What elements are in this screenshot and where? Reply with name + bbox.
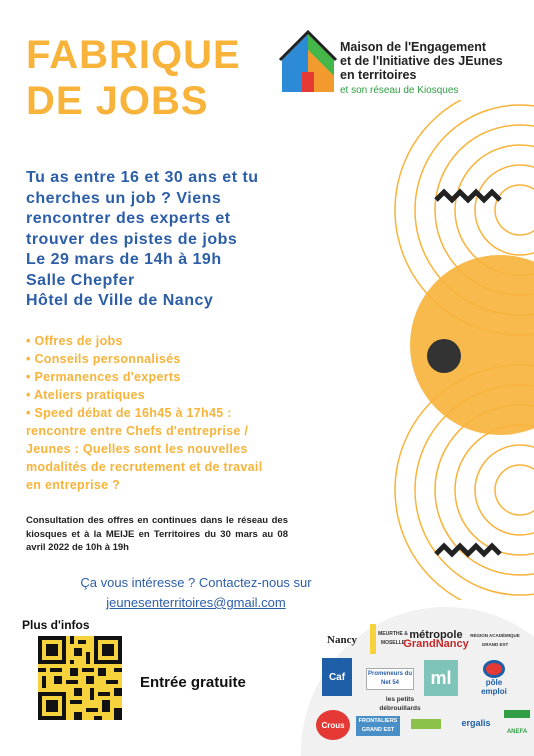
dark-dot <box>427 339 461 373</box>
org-line-3: en territoires <box>340 68 417 82</box>
page-title <box>26 32 276 124</box>
nancy-logo: Nancy <box>327 633 357 646</box>
list-item-cont: rencontre entre Chefs d'entreprise / <box>26 424 249 438</box>
free-entry-label: Entrée gratuite <box>140 674 246 691</box>
list-item: • Conseils personnalisés <box>26 352 181 366</box>
event-date: Le 29 mars de 14h à 19h <box>26 251 222 268</box>
partner-logo-green <box>406 714 446 734</box>
anefa-logo: ANEFA <box>504 710 530 746</box>
contact-email-link[interactable]: jeunesenterritoires@gmail.com <box>106 595 286 610</box>
org-subtitle: et son réseau de Kiosques <box>340 85 459 96</box>
grandnancy-text: GrandNancy <box>403 638 469 650</box>
zigzag-top <box>436 192 500 200</box>
meije-logo-icon <box>278 30 338 94</box>
promeneurs-logo: Promeneurs du Net 54 <box>366 668 414 690</box>
event-venue: Hôtel de Ville de Nancy <box>26 292 214 309</box>
consultation-note: Consultation des offres en continues dans le réseau des kiosques et à la MEIJE en Territoires du 30 mars au 08 avril 2022 de 10h à 19h <box>26 515 288 553</box>
partner-logos <box>296 602 534 756</box>
zigzag-bottom <box>436 546 500 554</box>
pole-emploi-icon <box>483 660 505 678</box>
organisation-name <box>340 40 530 98</box>
title-line-1: FABRIQUE <box>26 33 241 77</box>
leaf-icon <box>411 719 441 729</box>
petits-debrouillards-logo: les petits débrouillards <box>379 696 421 712</box>
intro-line: Tu as entre 16 et 30 ans et tu <box>26 169 259 186</box>
mission-locale-logo: ml <box>424 660 458 696</box>
list-item-cont: Jeunes : Quelles sont les nouvelles <box>26 442 248 456</box>
list-item-cont: modalités de recrutement et de travail <box>26 460 263 474</box>
more-info-label: Plus d'infos <box>22 618 90 632</box>
event-intro <box>26 168 326 312</box>
list-item-cont: en entreprise ? <box>26 478 121 492</box>
event-room: Salle Chepfer <box>26 271 135 289</box>
org-line-1: Maison de l'Engagement <box>340 40 487 54</box>
decorative-circles <box>360 100 534 600</box>
sun-circle <box>410 255 534 435</box>
list-item: • Permanences d'experts <box>26 370 181 384</box>
crous-logo: Crous <box>316 710 350 740</box>
metropole-logo <box>404 626 468 654</box>
metropole-text: métropole <box>409 629 463 641</box>
list-item: • Offres de jobs <box>26 334 123 348</box>
intro-line: trouver des pistes de jobs <box>26 230 238 248</box>
region-academique-logo: RÉGION ACADÉMIQUE GRAND EST <box>470 633 520 647</box>
intro-line: rencontrer des experts et <box>26 210 231 227</box>
list-item: • Speed débat de 16h45 à 17h45 : <box>26 406 232 420</box>
qr-code-icon[interactable] <box>38 636 122 720</box>
pole-emploi-logo <box>472 660 516 696</box>
caf-logo: Caf <box>322 658 352 696</box>
meurthe-moselle-logo: MEURTHE & MOSELLE <box>370 624 410 654</box>
org-line-2: et de l'Initiative des JEunes <box>340 54 503 68</box>
title-line-2: DE JOBS <box>26 79 209 123</box>
intro-line: cherches un job ? Viens <box>26 189 222 207</box>
program-list <box>26 332 316 494</box>
ergalis-logo: ergalis <box>461 717 491 728</box>
contact-text: Ça vous intéresse ? Contactez-nous sur <box>80 575 312 590</box>
pole-emploi-text: pôle emploi <box>481 678 507 696</box>
list-item: • Ateliers pratiques <box>26 388 145 402</box>
frontaliers-logo: FRONTALIERS GRAND EST <box>356 716 400 736</box>
